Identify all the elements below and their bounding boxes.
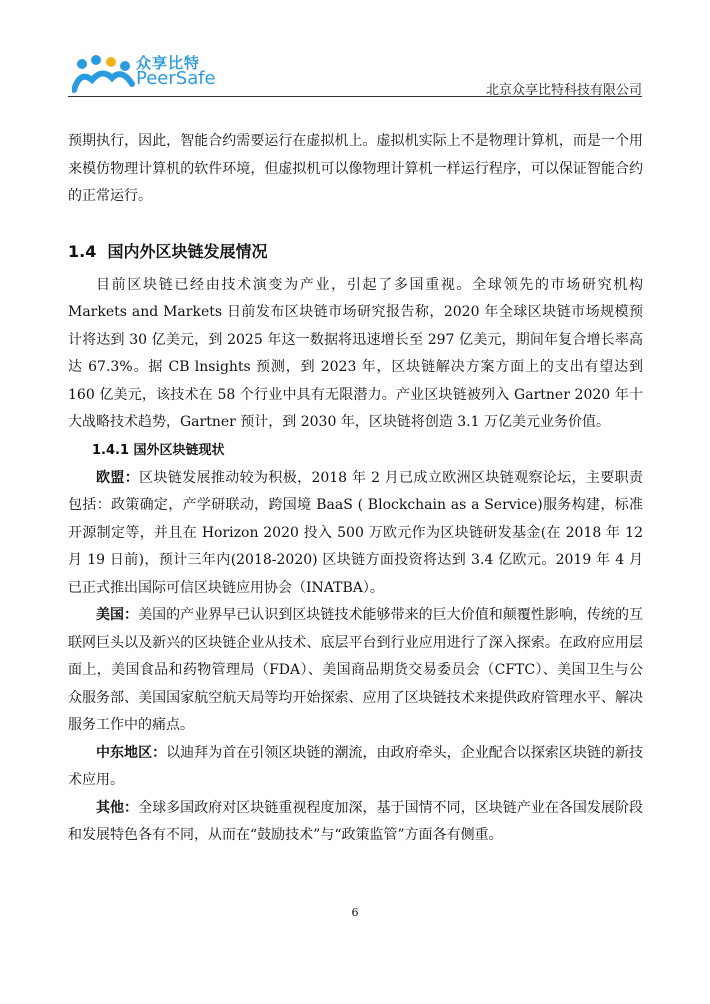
subsection-number: 1.4.1: [92, 442, 130, 458]
company-name: 北京众享比特科技有限公司: [485, 83, 642, 98]
logo-chinese-text: 众享比特: [136, 54, 201, 72]
section-title: 国内外区块链发展情况: [107, 241, 268, 261]
header-divider: [68, 96, 642, 97]
region-paragraph-middle-east: [68, 740, 643, 795]
region-lead: 其他：: [96, 799, 139, 816]
region-text: 以迪拜为首在引领区块链的潮流，由政府牵头，企业配合以探索区块链的新技术应用。: [68, 744, 644, 788]
section-number: 1.4: [68, 241, 97, 261]
region-lead: 欧盟：: [96, 469, 140, 486]
region-paragraph-us: [68, 602, 643, 740]
region-paragraph-eu: [68, 465, 643, 603]
subsection-heading: [92, 437, 643, 464]
region-lead: 美国：: [96, 607, 139, 623]
intro-paragraph: 预期执行，因此，智能合约需要运行在虚拟机上。虚拟机实际上不是物理计算机，而是一个用来模仿物理计算机的软件环境，但虚拟机可以像物理计算机一样运行程序，可以保证智能合约的正常运行。: [68, 133, 643, 204]
subsection-title: 国外区块链现状: [133, 442, 225, 458]
logo-english-text: PeerSafe: [136, 68, 216, 89]
region-text: 美国的产业界早已认识到区块链技术能够带来的巨大价值和颠覆性影响，传统的互联网巨头以及新兴的区块链企业从技术、底层平台到行业应用进行了深入探索。在政府应用层面上，美国食品和药物管理局（FDA）、美国商品期货交易委员会（CFTC）、美国卫生与公众服务部、美国国家航空航天局等均开始探索、应用了区块链技术来提供政府管理水平、解决服务工作中的痛点。: [68, 607, 644, 733]
page-number: 6: [351, 906, 359, 919]
region-text: 全球多国政府对区块链重视程度加深，基于国情不同，区块链产业在各国发展阶段和发展特色各有不同，从而在“鼓励技术”与“政策监管”方面各有侧重。: [68, 799, 644, 843]
region-text: 区块链发展推动较为积极，2018 年 2 月已成立欧洲区块链观察论坛，主要职责包括：政策确定，产学研联动，跨国境 BaaS ( Blockchain as a Service)服务构建，标准开源制定等，并且在 Horizon 2020 投入 500 万欧元作为区块链研发基金(在 2018 年 12 月 19 日前)，预计三年内(2018-2020) 区块链方面投资将达到 3.4 亿欧元。2019 年 4 月已正式推出国际可信区块链应用协会（INATBA）。: [68, 469, 643, 596]
section-paragraph: 目前区块链已经由技术演变为产业，引起了多国重视。全球领先的市场研究机构 Markets and Markets 日前发布区块链市场研究报告称，2020 年全球区块链市场规模预计将达到 30 亿美元，到 2025 年这一数据将迅速增长至 297 亿美元，期间年复合增长率高达 67.3%。据 CB lnsights 预测，到 2023 年，区块链解决方案方面上的支出有望达到 160 亿美元，该技术在 58 个行业中具有无限潜力。产业区块链被列入 Gartner 2020 年十大战略技术趋势，Gartner 预计，到 2030 年，区块链将创造 3.1 万亿美元业务价值。: [68, 276, 643, 430]
region-lead: 中东地区：: [96, 744, 167, 761]
section-heading: [68, 239, 643, 262]
page-body: [68, 128, 643, 850]
region-paragraph-other: [68, 795, 643, 850]
